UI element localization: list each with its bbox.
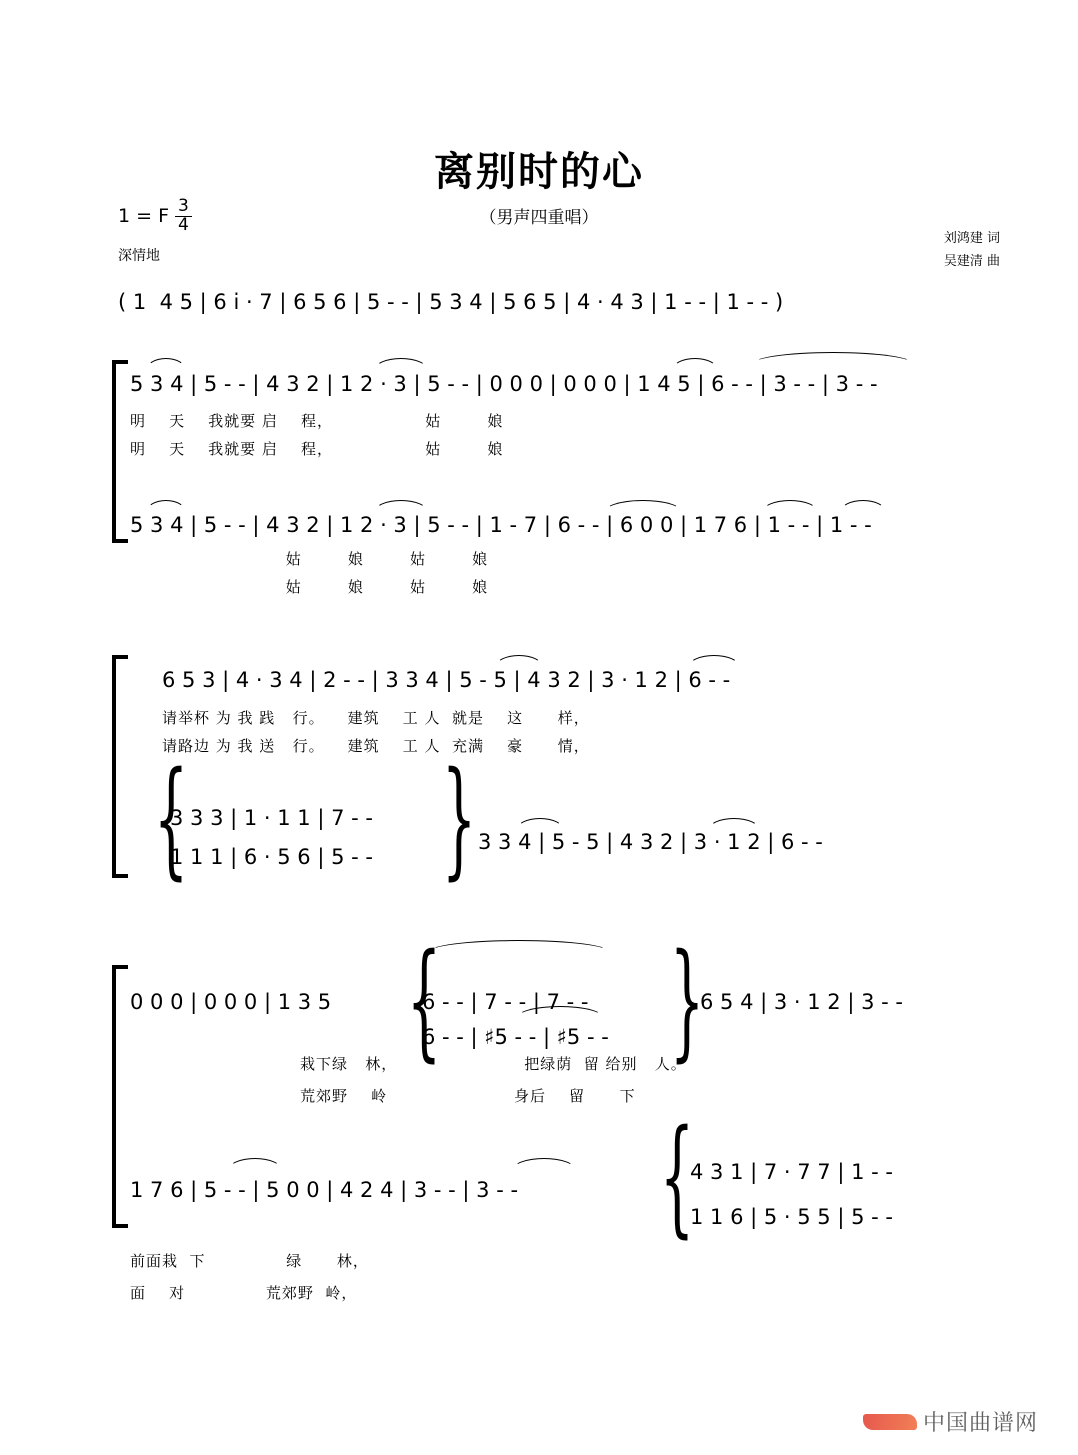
tempo-expression: 深情地	[118, 248, 160, 264]
slur	[228, 1158, 282, 1170]
slur	[428, 940, 610, 952]
watermark	[863, 1406, 1038, 1437]
staff-notes: 6 5 4 | 3 · 1 2 | 3 - -	[700, 990, 903, 1014]
slur	[688, 655, 740, 667]
slur	[374, 500, 428, 512]
lyrics-verse-1: 前面栽 下 绿 林，	[130, 1252, 369, 1270]
lyrics-verse-2: 请路边 为 我 送 行。 建筑 工 人 充满 豪 情，	[162, 737, 590, 755]
composer: 吴建清 曲	[943, 253, 1000, 269]
divisi-brace-open: {	[153, 746, 189, 894]
slur	[516, 818, 564, 830]
slur	[840, 500, 886, 512]
slur	[762, 500, 818, 512]
divisi-brace-open: {	[659, 1104, 695, 1252]
slur	[512, 1158, 576, 1170]
lyrics-verse-2: 明 天 我就要 启 程， 姑 娘	[130, 440, 504, 458]
staff-notes: 1 1 1 | 6 · 5 6 | 5 - -	[170, 845, 373, 869]
lyrics-verse-1: 栽下绿 林， 把绿荫 留 给别 人。	[300, 1055, 687, 1073]
staff-notes: 5 3 4 | 5 - - | 4 3 2 | 1 2 · 3 | 5 - - | 0 0 0 | 0 0 0 | 1 4 5 | 6 - - | 3 - - | 3 - -	[130, 372, 878, 396]
time-signature-denominator: 4	[178, 214, 189, 235]
time-signature-numerator: 3	[175, 198, 192, 217]
lyricist-credit	[944, 228, 1000, 251]
credits	[944, 228, 1000, 274]
staff-notes: 3 3 4 | 5 - 5 | 4 3 2 | 3 · 1 2 | 6 - -	[478, 830, 823, 854]
staff-notes: 1 1 6 | 5 · 5 5 | 5 - -	[690, 1205, 893, 1229]
slur	[672, 358, 718, 370]
watermark-text: 中国曲谱网	[922, 1411, 1038, 1436]
lyrics-verse-1: 姑 娘 姑 娘	[130, 550, 489, 568]
watermark-logo-icon	[863, 1414, 917, 1430]
staff-notes: 0 0 0 | 0 0 0 | 1 3 5	[130, 990, 332, 1014]
lyrics-verse-2: 面 对 荒郊野 岭，	[130, 1284, 358, 1302]
staff-notes: 6 5 3 | 4 · 3 4 | 2 - - | 3 3 4 | 5 - 5 | 4 3 2 | 3 · 1 2 | 6 - -	[162, 668, 731, 692]
staff-notes: 3 3 3 | 1 · 1 1 | 7 - -	[170, 806, 373, 830]
divisi-brace-close: }	[669, 928, 705, 1076]
slur	[604, 500, 682, 512]
slur	[146, 500, 186, 512]
intro-notes: ( 1 4 5 | 6 i · 7 | 6 5 6 | 5 - - | 5 3 4 | 5 6 5 | 4 · 4 3 | 1 - - | 1 - - )	[118, 290, 784, 314]
time-signature	[175, 198, 192, 235]
slur	[374, 358, 428, 370]
staff-notes: 6 - - | 7 - - | 7 - -	[422, 990, 589, 1014]
divisi-brace-close: }	[441, 746, 477, 894]
slur	[708, 818, 760, 830]
system-bracket-2	[112, 655, 128, 878]
lyricist: 刘鸿建 词	[943, 231, 1000, 246]
lyrics-verse-1: 明 天 我就要 启 程， 姑 娘	[130, 412, 504, 430]
key-and-time-signature	[118, 198, 192, 235]
system-bracket-3	[112, 965, 128, 1228]
slur	[146, 358, 186, 370]
slur	[752, 352, 914, 364]
composer-credit	[944, 251, 1000, 274]
slur	[495, 655, 543, 667]
staff-notes: 4 3 1 | 7 · 7 7 | 1 - -	[690, 1160, 893, 1184]
lyrics-verse-1: 请举杯 为 我 践 行。 建筑 工 人 就是 这 样，	[162, 709, 590, 727]
lyrics-verse-2: 姑 娘 姑 娘	[130, 578, 489, 596]
key-signature: 1 = F	[118, 205, 170, 228]
subtitle: （男声四重唱）	[479, 208, 599, 228]
staff-notes: 1 7 6 | 5 - - | 5 0 0 | 4 2 4 | 3 - - | 3 - -	[130, 1178, 519, 1202]
page-title: 离别时的心	[434, 149, 644, 195]
system-bracket-1	[112, 360, 128, 543]
lyrics-verse-2: 荒郊野 岭 身后 留 下	[300, 1087, 636, 1105]
divisi-brace-open: {	[406, 928, 442, 1076]
staff-notes: 6 - - | ♯5 - - | ♯5 - -	[422, 1025, 609, 1049]
staff-notes: 5 3 4 | 5 - - | 4 3 2 | 1 2 · 3 | 5 - - | 1 - 7 | 6 - - | 6 0 0 | 1 7 6 | 1 - - | 1 - -	[130, 513, 872, 537]
